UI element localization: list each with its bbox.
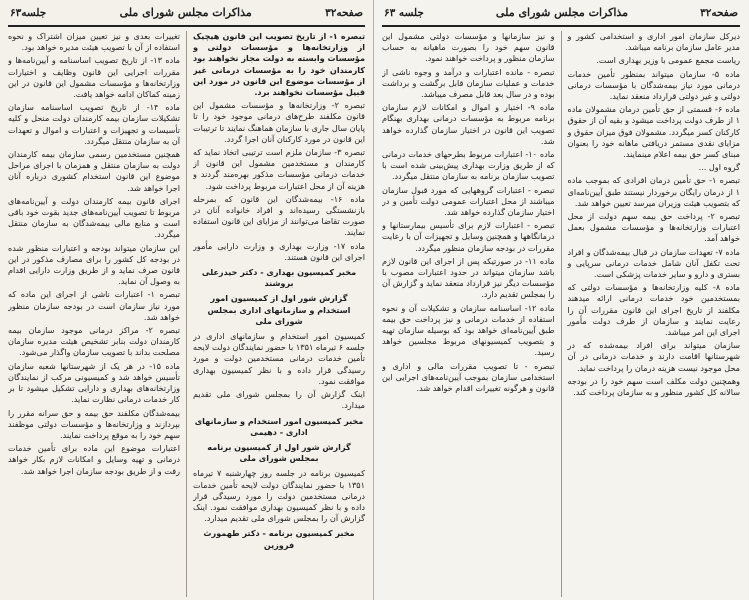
paragraph: تبصره ۳- سازمان ملزم است ترتیبی اتخاذ نماید که کارمندان و مستخدمین مشمول این قانون از خدمات درمانی مؤسسات مذکور بهره‌مند گردند و هزینه آن از محل اعتبارات مربوط پرداخت شود. bbox=[192, 147, 365, 191]
paragraph: ریاست مجمع عمومی با وزیر بهداری است. bbox=[596, 55, 740, 66]
paragraph: ماده ۶- قسمتی از حق تأمین درمان مشمولان ماده ۱ از طرف دولت پرداخت میشود و بقیه آن از حقوق کارکنان کسر میگردد. مشمولان فوق میزان حقوق و مزایای نقدی مستمر دریافتی ماهانه خود را بعنوان مبنای کسر حق بیمه اعلام مینمایند. bbox=[567, 104, 740, 160]
paragraph: وهمچنین دولت مکلف است سهم خود را در بودجه سالانه کل کشور منظور و به سازمان پرداخت کند. bbox=[567, 375, 740, 398]
paragraph: تبصره - اعتبارات گروههایی که مورد قبول سازمان میباشند از محل اعتبارات عمومی دولت تأمین و در اختیار سازمان گذارده خواهد شد. bbox=[382, 184, 555, 218]
paragraph: تبصره ۱- حق تأمین درمان افرادی که بموجب ماده ۱ از درمان رایگان برخوردار نیستند طبق آیین‌نامه‌ای که بتصویب هیئت وزیران میرسد تعیین خواهد شد. bbox=[567, 175, 740, 208]
paragraph: کمیسیون برنامه در جلسه روز چهارشنبه ۷ تیرماه ۱۳۵۱ با حضور نمایندگان دولت لایحه تأمین خدمات درمانی مستخدمین دولت را مورد رسیدگی قرار داده و با نظر کمیسیون بهداری موافقت نمود. اینک گزارش آن را بمجلس شورای ملی تقدیم میدارد. bbox=[192, 468, 365, 524]
paragraph: تبصره ۱- از تاریخ تصویب این قانون هیچیک از وزارتخانه‌ها و مؤسسات دولتی و مؤسسات وابسته به دولت مجاز نخواهند بود کارمندان خود را به مؤسسات درمانی غیر از مؤسسات موضوع این قانون در مورد این قبیل مؤسسات نخواهند برد. bbox=[192, 31, 365, 98]
right-page-title: مذاکرات مجلس شورای ملی bbox=[495, 6, 629, 19]
signature-line: مخبر کمیسیون بهداری - دکتر حیدرعلی بروشند bbox=[201, 267, 357, 289]
left-page bbox=[0, 0, 374, 600]
signature-line: مخبر کمیسیون برنامه - دکتر طهمورث فروزین bbox=[203, 528, 355, 550]
right-page-left-column bbox=[382, 31, 555, 597]
right-page-columns bbox=[382, 31, 740, 597]
column-divider bbox=[186, 31, 187, 597]
left-page-header bbox=[8, 6, 365, 27]
left-page-left-column bbox=[8, 31, 180, 597]
paragraph: تبصره - تا تصویب مقررات مالی و اداری و استخدامی سازمان بموجب آیین‌نامه‌های اجرایی این قانون و هرگونه تغییرات اقدام خواهد شد. bbox=[382, 360, 555, 394]
paragraph: ماده ۱۶- بیمه‌شدگان این قانون که بمرحله بازنشستگی رسیده‌اند و افراد خانواده آنان در صورت تقاضا می‌توانند از مزایای این قانون استفاده نمایند. bbox=[192, 193, 365, 238]
left-page-number: صفحه۳۲ bbox=[325, 7, 363, 19]
paragraph: ماده ۱۲- اساسنامه سازمان و تشکیلات آن و نحوه استفاده از خدمات درمانی و نیز پرداخت حق بیمه طبق آیین‌نامه‌ای خواهد بود که بوسیله سازمان تهیه و بتصویب کمیسیونهای مربوط مجلسین خواهد رسید. bbox=[382, 302, 555, 358]
paragraph: ماده ۷- تعهدات سازمان در قبال بیمه‌شدگان و افراد تحت تکفل آنان شامل خدمات درمانی سرپایی و بستری و دارو و سایر خدمات پزشکی است. bbox=[567, 246, 740, 280]
paragraph: ماده ۱۳- از تاریخ تصویب اساسنامه و آیین‌نامه‌ها و مقررات اجرایی این قانون وظایف و اختیارات وزارتخانه‌ها و مؤسسات مشمول این قانون در این زمینه کماکان ادامه خواهد یافت. bbox=[8, 55, 181, 100]
paragraph: کمیسیون امور استخدام و سازمانهای اداری در جلسه ۶ تیرماه ۱۳۵۱ با حضور نمایندگان دولت لایحه تأمین خدمات درمانی مستخدمین دولت و مورد رسیدگی قرار داده و با نظر کمیسیون بهداری موافقت نمود. bbox=[192, 331, 365, 386]
paragraph: این سازمان میتواند بودجه و اعتبارات منظور شده در بودجه کل کشور را برای مصارف مذکور در این قانون صرف نماید و از طریق وزارت دارایی اقدام به وصول آن نماید. bbox=[8, 242, 181, 287]
column-divider bbox=[561, 31, 562, 597]
left-page-right-column bbox=[193, 31, 365, 597]
paragraph: تبصره - اعتبارات لازم برای تأسیس بیمارستانها و درمانگاهها و همچنین وسایل و تجهیزات آن با رعایت مقررات در بودجه سازمان منظور میگردد. bbox=[382, 220, 555, 253]
paragraph: تبصره ۲- مراکز درمانی موجود سازمان بیمه کارمندان دولت بنابر تشخیص هیئت مدیره سازمان مصلحت بداند با تصویب سازمان واگذار می‌شود. bbox=[8, 325, 181, 358]
paragraph: اینک گزارش آن را بمجلس شورای ملی تقدیم میدارد. bbox=[192, 389, 365, 411]
left-page-session: جلسه۶۳ bbox=[10, 7, 47, 19]
paragraph: ماده ۹- اختیار و اموال و امکانات لازم سازمان برنامه مربوط به مؤسسات درمانی بهداری بهنگام تصویب این قانون در اختیار سازمان گذارده خواهد شد. bbox=[382, 102, 555, 146]
paragraph: و نیز سازمانها و مؤسسات دولتی مشمول این قانون سهم خود را بصورت ماهیانه به حساب سازمان منظور و پرداخت خواهند نمود. bbox=[382, 31, 555, 64]
paragraph: سازمان میتواند برای افراد بیمه‌شده که در شهرستانها اقامت دارند و خدمات درمانی در آن محل موجود نیست هزینه درمان را پرداخت نماید. bbox=[567, 340, 740, 373]
paragraph: گروه اول ... bbox=[698, 162, 740, 173]
paragraph: تبصره ۱- اعتبارات ناشی از اجرای این ماده که مورد نیاز سازمان است در بودجه سازمان منظور خواهد شد. bbox=[8, 289, 181, 322]
paragraph: ماده ۱۰- اعتبارات مربوط بطرحهای خدمات درمانی که از طریق وزارت بهداری پیش‌بینی شده است با تصویب سازمان برنامه به سازمان منتقل میگردد. bbox=[382, 149, 555, 182]
right-page bbox=[374, 0, 748, 600]
right-page-number: صفحه۳۲ bbox=[700, 7, 738, 19]
paragraph: اجرای قانون بیمه کارمندان دولت و آیین‌نامه‌های مربوط تا تصویب آیین‌نامه‌های جدید بقوت خود باقی است و منابع مالی بیمه‌شدگان به سازمان منتقل میگردد. bbox=[8, 195, 181, 240]
paragraph: ماده ۱۷- وزارت بهداری و وزارت دارایی مأمور اجرای این قانون هستند. bbox=[192, 240, 365, 262]
paragraph: تبصره ۲- پرداخت حق بیمه سهم دولت از محل اعتبارات وزارتخانه‌ها و مؤسسات مشمول بعمل خواهد آمد. bbox=[567, 211, 740, 244]
paragraph: تبصره ۲- وزارتخانه‌ها و مؤسسات مشمول این قانون مکلفند طرح‌های درمانی موجود خود را تا پایان سال جاری با سازمان هماهنگ نمایند تا ترتیبات این قانون در مورد کارکنان آنان اجرا گردد. bbox=[192, 100, 365, 144]
paragraph: بیمه‌شدگان مکلفند حق بیمه و حق سرانه مقرر را بپردازند و وزارتخانه‌ها و مؤسسات دولتی موظفند سهم خود را به موقع پرداخت نمایند. bbox=[8, 407, 181, 440]
paragraph: همچنین مستخدمین رسمی سازمان بیمه کارمندان دولت به سازمان منتقل و همزمان با اجرای مراحل موضوع این قانون استخدام کشوری درباره آنان اجرا خواهد شد. bbox=[8, 149, 181, 193]
paragraph: تغییرات بعدی و نیز تعیین میزان اشتراک و نحوه استفاده از آن با تصویب هیئت مدیره خواهد بود. bbox=[8, 31, 181, 53]
left-page-title: مذاکرات مجلس شورای ملی bbox=[119, 6, 252, 19]
paragraph: ماده ۱۴- از تاریخ تصویب اساسنامه سازمان تشکیلات سازمان بیمه کارمندان دولت منحل و کلیه تأسیسات و تجهیزات و اعتبارات و اموال و تعهدات آن به سازمان منتقل میگردد. bbox=[8, 102, 181, 146]
right-page-right-column bbox=[567, 31, 740, 597]
report-heading: گزارش شور اول از کمیسیون امور استخدام و سازمانهای اداری بمجلس شورای ملی bbox=[207, 293, 351, 326]
report-heading: گزارش شور اول از کمیسیون برنامه بمجلس شورای ملی bbox=[207, 441, 351, 464]
signature-line: مخبر کمیسیون امور استخدام و سازمانهای اداری - دهیمی bbox=[194, 415, 364, 437]
paragraph: دیرکل سازمان امور اداری و استخدامی کشور و مدیر عامل سازمان برنامه میباشد. bbox=[567, 31, 740, 53]
paragraph: تبصره - مانده اعتبارات و درآمد و وجوه ناشی از خدمات و عملیات سازمان قابل برگشت و برداشت بوده و در سال بعد قابل مصرف میباشد. bbox=[382, 66, 555, 100]
right-page-header bbox=[382, 6, 740, 27]
right-page-session: جلسه ۶۳ bbox=[384, 7, 424, 19]
paragraph: اعتبارات موضوع این ماده برای تأمین خدمات درمانی و تهیه وسایل و امکانات لازم بکار خواهد رفت و از طریق بودجه سازمان اجرا خواهد شد. bbox=[8, 443, 181, 476]
paragraph: ماده ۵- سازمان میتواند بمنظور تأمین خدمات درمانی مورد نیاز بیمه‌شدگان با مؤسسات درمانی دولتی و غیر دولتی قرارداد منعقد نماید. bbox=[567, 68, 740, 102]
left-page-columns bbox=[8, 31, 365, 597]
paragraph: ماده ۸- کلیه وزارتخانه‌ها و مؤسسات دولتی که بمستخدمین خود خدمات درمانی ارائه میدهند مکلفند از تاریخ اجرای این قانون مقررات آن را رعایت نمایند و سازمان از طرف دولت مأمور اجرای این امر میباشد. bbox=[567, 282, 740, 338]
paragraph: ماده ۱۵- در هر یک از شهرستانها شعبه سازمان تأسیس خواهد شد و کمیسیونی مرکب از نمایندگان وزارتخانه‌های بهداری و دارایی تشکیل میشود تا بر کار خدمات درمانی نظارت نماید. bbox=[8, 360, 181, 405]
paragraph: ماده ۱۱- در صورتیکه پس از اجرای این قانون لازم باشد سازمان میتواند در حدود اعتبارات مصوب با مؤسسات دیگر نیز قرارداد منعقد نماید و گزارش آن را بمجلس تقدیم دارد. bbox=[382, 255, 555, 300]
